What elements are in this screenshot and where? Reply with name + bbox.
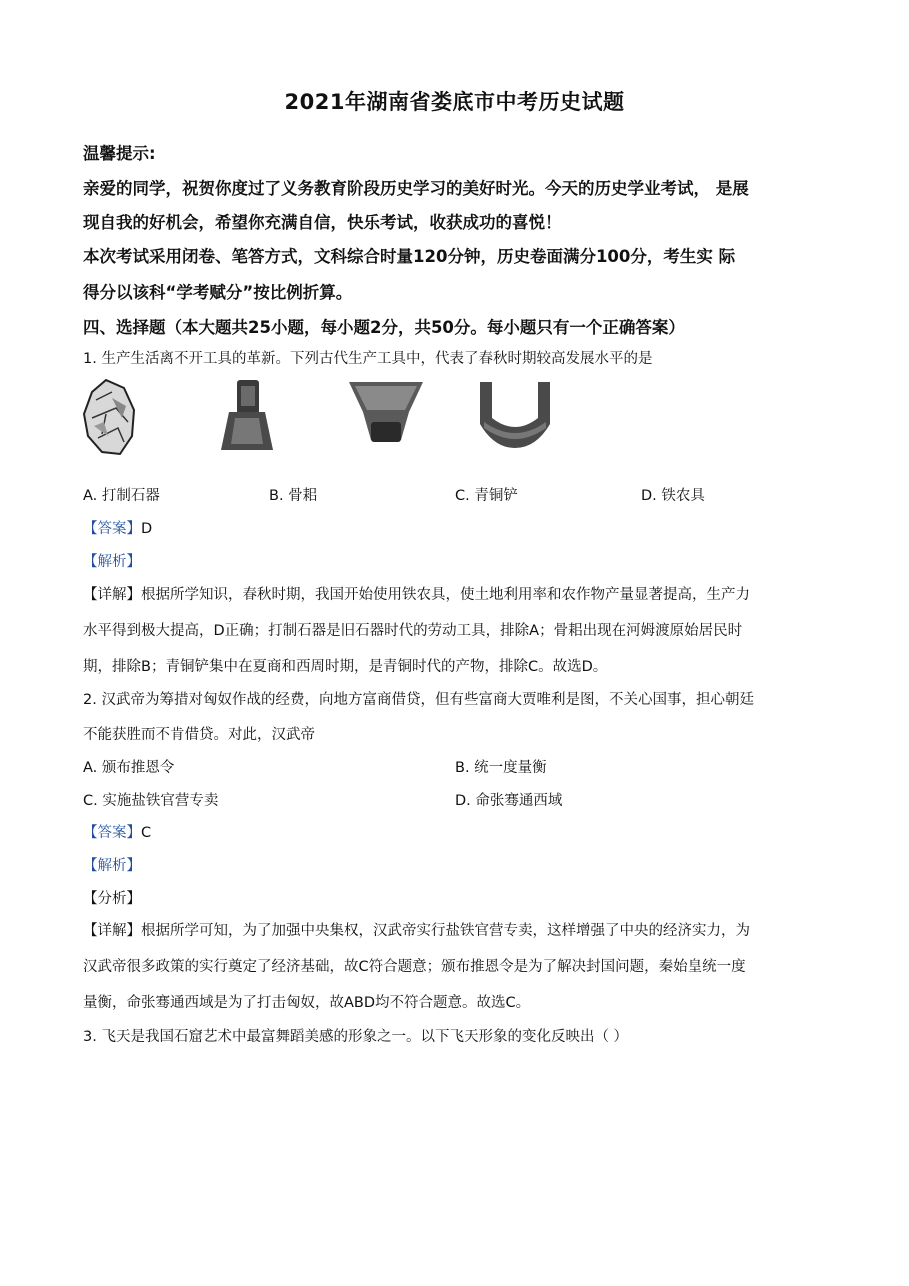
detail-tag: 【详解】	[83, 587, 141, 603]
tips-line: 现自我的好机会，希望你充满自信，快乐考试，收获成功的喜悦！	[83, 213, 562, 232]
iron-tool-image	[476, 378, 554, 450]
bronze-shovel-image	[345, 378, 427, 448]
answer-value: C	[141, 825, 152, 841]
question-2-option-d: D. 命张骞通西域	[455, 793, 563, 809]
question-1-detail	[83, 583, 750, 604]
question-1-answer	[83, 517, 152, 538]
question-1-option-a: A. 打制石器	[83, 488, 160, 504]
question-2-stem-line: 不能获胜而不肯借贷。对此，汉武帝	[83, 727, 315, 743]
detail-text: 根据所学可知，为了加强中央集权，汉武帝实行盐铁官营专卖，这样增强了中央的经济实力，为	[141, 923, 750, 939]
detail-text: 根据所学知识，春秋时期，我国开始使用铁农具，使土地利用率和农作物产量显著提高，生产力	[141, 587, 750, 603]
section-heading: 四、选择题（本大题共25小题，每小题2分，共50分。每小题只有一个正确答案）	[83, 318, 685, 337]
question-2-option-b: B. 统一度量衡	[455, 760, 547, 776]
question-2-detail-line: 汉武帝很多政策的实行奠定了经济基础，故C符合题意；颁布推恩令是为了解决封国问题，秦始皇统一度	[83, 959, 746, 975]
question-1-detail-line: 期，排除B；青铜铲集中在夏商和西周时期，是青铜时代的产物，排除C。故选D。	[83, 659, 608, 675]
tips-heading: 温馨提示:	[83, 144, 156, 163]
question-1-stem: 1. 生产生活离不开工具的革新。下列古代生产工具中，代表了春秋时期较高发展水平的是	[83, 351, 653, 367]
page-title: 2021年湖南省娄底市中考历史试题	[284, 90, 625, 114]
question-2-option-a: A. 颁布推恩令	[83, 760, 175, 776]
tips-line: 本次考试采用闭卷、笔答方式，文科综合时量120分钟，历史卷面满分100分，考生实 际	[83, 247, 736, 266]
stone-tool-image	[82, 378, 138, 458]
fenxi-tag: 【分析】	[83, 891, 141, 907]
answer-value: D	[141, 521, 153, 537]
tips-line: 得分以该科“学考赋分”按比例折算。	[83, 283, 353, 302]
question-2-answer	[83, 821, 151, 842]
question-1-option-b: B. 骨耜	[269, 488, 318, 504]
question-2-option-c: C. 实施盐铁官营专卖	[83, 793, 219, 809]
question-1-detail-line: 水平得到极大提高，D正确；打制石器是旧石器时代的劳动工具，排除A；骨耜出现在河姆渡原始居民时	[83, 623, 743, 639]
question-3-stem: 3. 飞天是我国石窟艺术中最富舞蹈美感的形象之一。以下飞天形象的变化反映出（ ）	[83, 1029, 629, 1045]
question-1-option-c: C. 青铜铲	[455, 488, 518, 504]
question-1-option-d: D. 铁农具	[641, 488, 705, 504]
detail-tag: 【详解】	[83, 923, 141, 939]
answer-tag: 【答案】	[83, 825, 141, 841]
analysis-tag: 【解析】	[83, 554, 141, 570]
question-2-detail	[83, 919, 750, 940]
question-2-detail-line: 量衡，命张骞通西域是为了打击匈奴，故ABD均不符合题意。故选C。	[83, 995, 531, 1011]
analysis-tag: 【解析】	[83, 858, 141, 874]
question-2-stem: 2. 汉武帝为筹措对匈奴作战的经费，向地方富商借贷，但有些富商大贾唯利是图，不关心国事，担心朝廷	[83, 692, 754, 708]
bone-spade-image	[215, 378, 279, 456]
answer-tag: 【答案】	[83, 521, 141, 537]
tips-line: 亲爱的同学，祝贺你度过了义务教育阶段历史学习的美好时光。今天的历史学业考试， 是展	[83, 179, 749, 198]
